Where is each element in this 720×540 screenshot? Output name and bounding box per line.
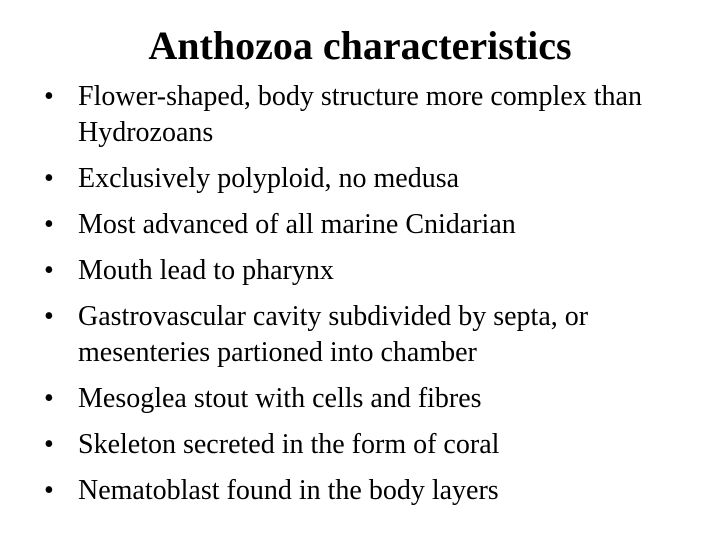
bullet-text: Mesoglea stout with cells and fibres [78,383,482,414]
bullet-text: Exclusively polyploid, no medusa [78,163,460,194]
bullet-item [40,299,690,371]
bullet-item [40,253,690,289]
bullet-dot-icon: • [44,301,54,332]
bullet-dot-icon: • [44,475,54,506]
bullet-text: Skeleton secreted in the form of coral [78,429,500,460]
bullet-item [40,161,690,197]
bullet-dot-icon: • [44,163,54,194]
bullet-text: Mouth lead to pharynx [78,255,334,286]
bullet-item [40,207,690,243]
bullet-item [40,427,690,463]
bullet-dot-icon: • [44,209,54,240]
bullet-item [40,381,690,417]
slide-title: Anthozoa characteristics [148,23,572,68]
bullet-dot-icon: • [44,81,54,112]
bullet-text: Flower-shaped, body structure more complex than Hydrozoans [78,81,642,148]
bullet-dot-icon: • [44,255,54,286]
bullet-text: Gastrovascular cavity subdivided by septa, or mesenteries partioned into chamber [78,301,589,368]
bullet-text: Nematoblast found in the body layers [78,475,499,506]
bullet-dot-icon: • [44,429,54,460]
bullet-text: Most advanced of all marine Cnidarian [78,209,516,240]
bullet-item [40,79,690,151]
bullet-dot-icon: • [44,383,54,414]
bullet-list [40,79,690,519]
bullet-item [40,473,690,509]
